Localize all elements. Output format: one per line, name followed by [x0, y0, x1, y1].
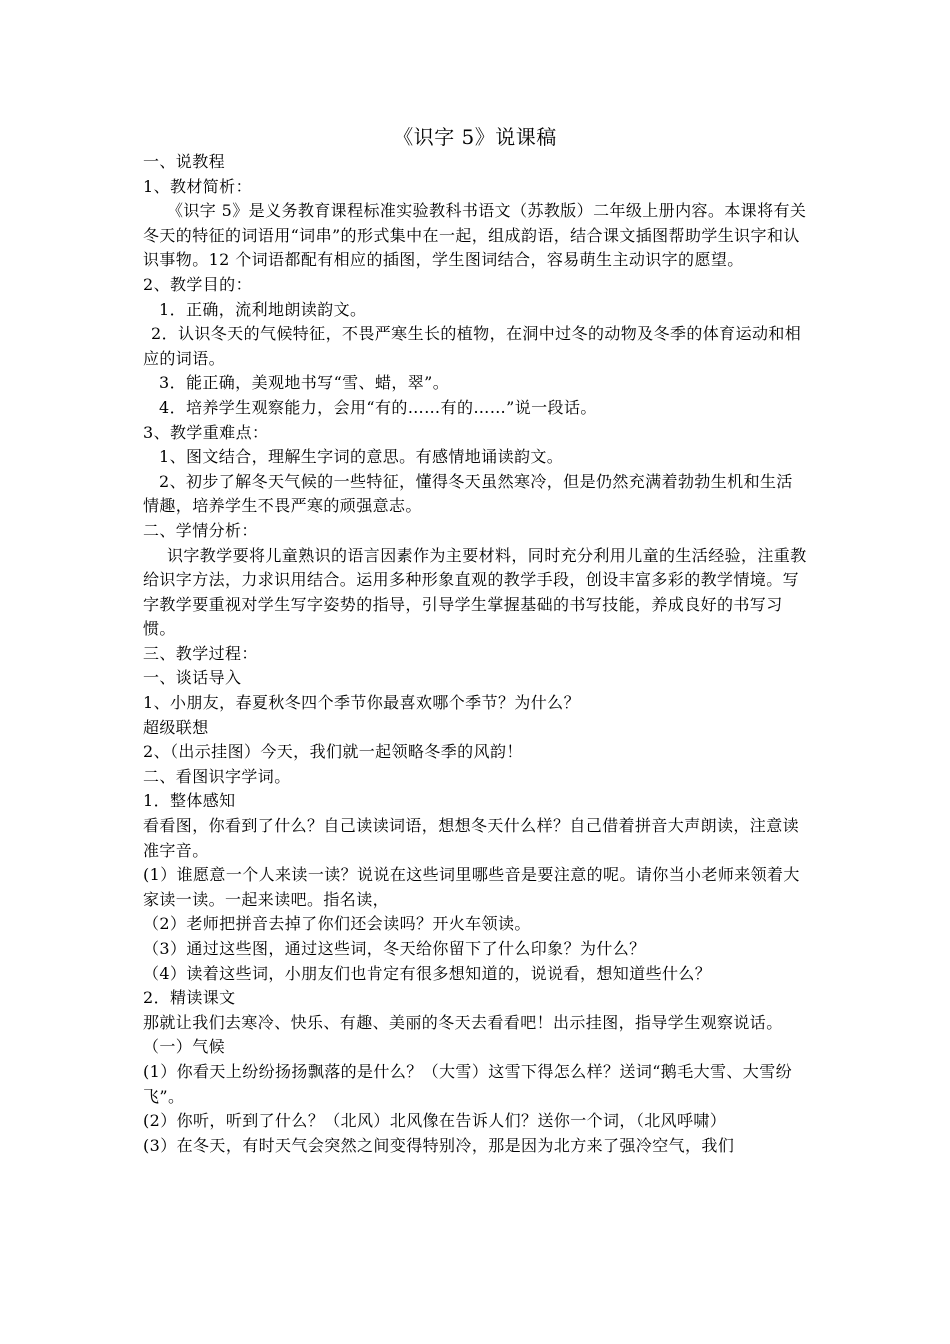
list-item: 2、初步了解冬天气候的一些特征，懂得冬天虽然寒冷，但是仍然充满着勃勃生机和生活情趣，培养学生不畏严寒的顽强意志。 [143, 471, 793, 516]
paragraph: (1）谁愿意一个人来读一读？说说在这些词里哪些音是要注意的呢。请你当小老师来领着大家读一读。一起来读吧。指名读， [143, 865, 800, 909]
paragraph: （2）老师把拼音去掉了你们还会读吗？开火车领读。 [143, 914, 531, 934]
section-heading: 三、教学过程： [143, 643, 258, 663]
section-heading: 一、说教程 [143, 152, 226, 171]
paragraph: （一）气候 [143, 1037, 226, 1057]
paragraph: (2）你听，听到了什么？（北风）北风像在告诉人们？送你一个词，（北风呼啸） [143, 1111, 727, 1131]
subsection-heading: 3、教学重难点： [143, 422, 269, 442]
step-subheading: 1．整体感知 [143, 791, 236, 811]
paragraph: 2、（出示挂图）今天，我们就一起领略冬季的风韵！ [143, 742, 523, 762]
subsection-heading: 1、教材简析： [143, 176, 252, 196]
step-heading: 一、谈话导入 [143, 668, 242, 688]
subsection-heading: 2、教学目的： [143, 274, 252, 294]
step-subheading: 2．精读课文 [143, 988, 236, 1008]
section-heading: 二、学情分析： [143, 520, 258, 540]
list-item: 2．认识冬天的气候特征，不畏严寒生长的植物，在洞中过冬的动物及冬季的体育运动和相应的词语。 [143, 324, 802, 368]
paragraph: 《识字 5》是义务教育课程标准实验教科书语文（苏教版）二年级上册内容。本课将有关冬天的特征的词语用“词串”的形式集中在一起，组成韵语，结合课文插图帮助学生识字和认识事物。12 个词语都配有相应的插图，学生图词结合，容易萌生主动识字的愿望。 [143, 201, 807, 270]
paragraph: （4）读着这些词，小朋友们也肯定有很多想知道的，说说看，想知道些什么？ [143, 963, 712, 983]
paragraph: 那就让我们去寒冷、快乐、有趣、美丽的冬天去看看吧！出示挂图，指导学生观察说话。 [143, 1012, 783, 1032]
list-item: 4．培养学生观察能力，会用“有的……有的……”说一段话。 [159, 397, 597, 417]
paragraph: 识字教学要将儿童熟识的语言因素作为主要材料，同时充分利用儿童的生活经验，注重教给识字方法，力求识用结合。运用多种形象直观的教学手段，创设丰富多彩的教学情境。写字教学要重视对学生写字姿势的指导，引导学生掌握基础的书写技能，养成良好的书写习惯。 [143, 545, 807, 639]
document-body [143, 150, 809, 1158]
paragraph: (1）你看天上纷纷扬扬飘落的是什么？（大雪）这雪下得怎么样？送词“鹅毛大雪、大雪纷飞”。 [143, 1061, 793, 1106]
paragraph: （3）通过这些图，通过这些词，冬天给你留下了什么印象？为什么？ [143, 939, 646, 958]
step-heading: 二、看图识字学词。 [143, 766, 291, 786]
paragraph: (3）在冬天，有时天气会突然之间变得特别冷，那是因为北方来了强冷空气，我们 [143, 1135, 735, 1155]
paragraph: 1、小朋友，春夏秋冬四个季节你最喜欢哪个季节？为什么？ [143, 693, 580, 713]
list-item: 3．能正确，美观地书写“雪、蜡，翠”。 [159, 373, 450, 393]
list-item: 1、图文结合，理解生字词的意思。有感情地诵读韵文。 [159, 447, 564, 467]
paragraph: 看看图，你看到了什么？自己读读词语，想想冬天什么样？自己借着拼音大声朗读，注意读准字音。 [143, 816, 800, 860]
paragraph: 超级联想 [143, 717, 209, 737]
document-title: 《识字 5》说课稿 [393, 125, 557, 149]
list-item: 1．正确，流利地朗读韵文。 [159, 299, 367, 319]
